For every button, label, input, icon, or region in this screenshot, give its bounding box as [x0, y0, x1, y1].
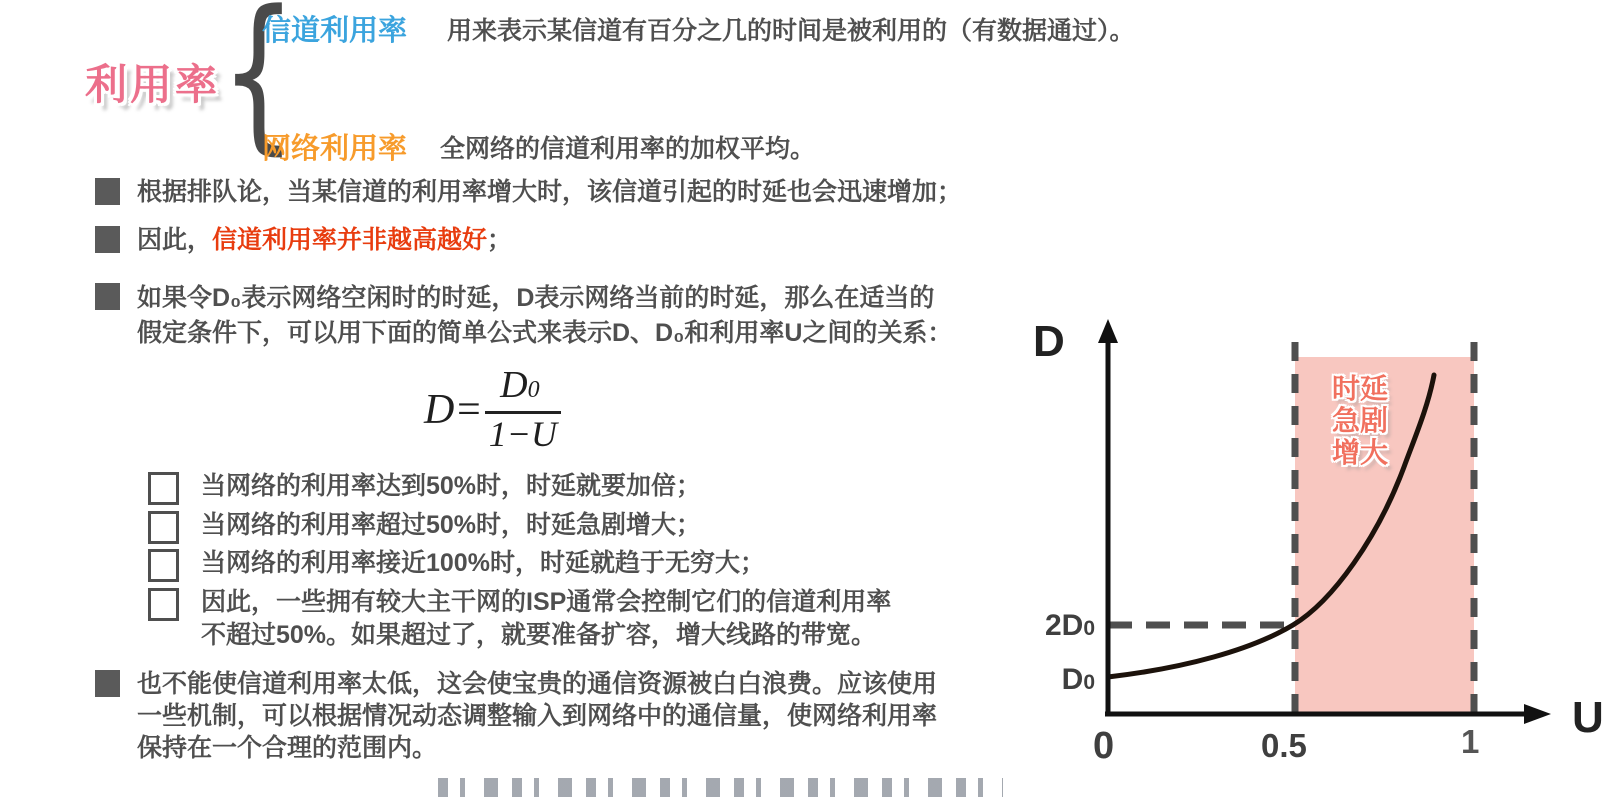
checkbox-icon [148, 549, 179, 582]
checkbox-icon [148, 511, 179, 544]
bullet-queueing-theory [95, 176, 962, 208]
x-axis-arrow [1524, 704, 1551, 724]
y-axis-label: D [1033, 317, 1065, 366]
x-tick-0: 0 [1093, 725, 1115, 767]
bullet-text [137, 224, 512, 256]
bullet-lines [137, 668, 937, 764]
bullet-line: 如果令D₀表示网络空闲时的时延，D表示网络当前的时延，那么在适当的 [137, 284, 935, 312]
checkbox-lines [201, 586, 891, 652]
x-axis-label: U [1572, 693, 1604, 742]
delay-surge-label [1315, 373, 1405, 469]
bullet-prefix: 因此， [137, 226, 213, 254]
delay-surge-label-line: 时延 [1331, 373, 1388, 404]
checkbox-item-isp-control [148, 586, 891, 652]
y-tick-2d0-subscript: 0 [1083, 617, 1095, 640]
checkbox-text: 当网络的利用率达到50%时，时延就要加倍； [201, 472, 702, 500]
bullet-not-higher-better [95, 224, 512, 256]
taxonomy-root-label: 利用率 [85, 61, 221, 108]
bullet-line: 也不能使信道利用率太低，这会使宝贵的通信资源被白白浪费。应该使用 [137, 670, 938, 698]
bullet-highlight-red: 信道利用率并非越高越好 [212, 226, 488, 254]
delay-surge-label-line: 急剧 [1331, 405, 1388, 436]
y-tick-2d0: 2D0 [1044, 609, 1095, 642]
term-network-utilization: 网络利用率 [262, 133, 408, 165]
square-bullet-icon [95, 178, 120, 205]
bullet-not-too-low [95, 668, 937, 764]
formula-numerator-subscript: 0 [527, 377, 540, 403]
checkbox-item-50-double [148, 470, 701, 505]
checkbox-item-near-100 [148, 547, 765, 582]
square-bullet-icon [95, 283, 120, 310]
formula-denominator: 1−U [485, 411, 561, 453]
square-bullet-icon [95, 226, 120, 253]
checkbox-icon [148, 472, 179, 505]
x-tick-1: 1 [1461, 723, 1480, 760]
square-bullet-icon [95, 670, 120, 697]
y-axis-arrow [1098, 319, 1118, 343]
checkbox-line: 因此，一些拥有较大主干网的ISP通常会控制它们的信道利用率 [201, 588, 892, 616]
bullet-line: 保持在一个合理的范围内。 [137, 734, 438, 762]
y-tick-d0: D0 [1061, 663, 1095, 696]
x-tick-0.5: 0.5 [1261, 727, 1307, 764]
taxonomy-brace: { [220, 0, 297, 170]
formula-fraction [485, 366, 561, 453]
term-channel-utilization: 信道利用率 [262, 15, 408, 47]
definition-channel-utilization: 用来表示某信道有百分之几的时间是被利用的（有数据通过）。 [447, 17, 1135, 45]
bullet-line: 假定条件下，可以用下面的简单公式来表示D、D₀和利用率U之间的关系： [137, 319, 953, 347]
bullet-line: 一些机制，可以根据情况动态调整输入到网络中的通信量，使网络利用率 [137, 702, 938, 730]
bullet-formula-intro [95, 281, 952, 351]
formula-lhs: D= [424, 386, 483, 433]
bullet-lines [137, 281, 952, 351]
formula-numerator: D0 [500, 364, 540, 406]
checkbox-icon [148, 588, 179, 621]
delay-utilization-chart [995, 315, 1620, 797]
checkbox-line: 不超过50%。如果超过了，就要准备扩容，增大线路的带宽。 [201, 621, 877, 649]
delay-utilization-formula [424, 366, 561, 453]
bullet-suffix: ； [487, 226, 513, 254]
chart-canvas [995, 315, 1620, 797]
clipped-bottom-text [438, 778, 1003, 797]
bullet-text: 根据排队论，当某信道的利用率增大时，该信道引起的时延也会迅速增加； [137, 178, 963, 206]
checkbox-item-over-50 [148, 509, 701, 544]
checkbox-text: 当网络的利用率接近100%时，时延就趋于无穷大； [201, 549, 765, 577]
y-tick-d0-subscript: 0 [1083, 671, 1095, 694]
checkbox-text: 当网络的利用率超过50%时，时延急剧增大； [201, 511, 702, 539]
definition-network-utilization: 全网络的信道利用率的加权平均。 [440, 135, 816, 163]
delay-surge-label-line: 增大 [1331, 437, 1388, 468]
